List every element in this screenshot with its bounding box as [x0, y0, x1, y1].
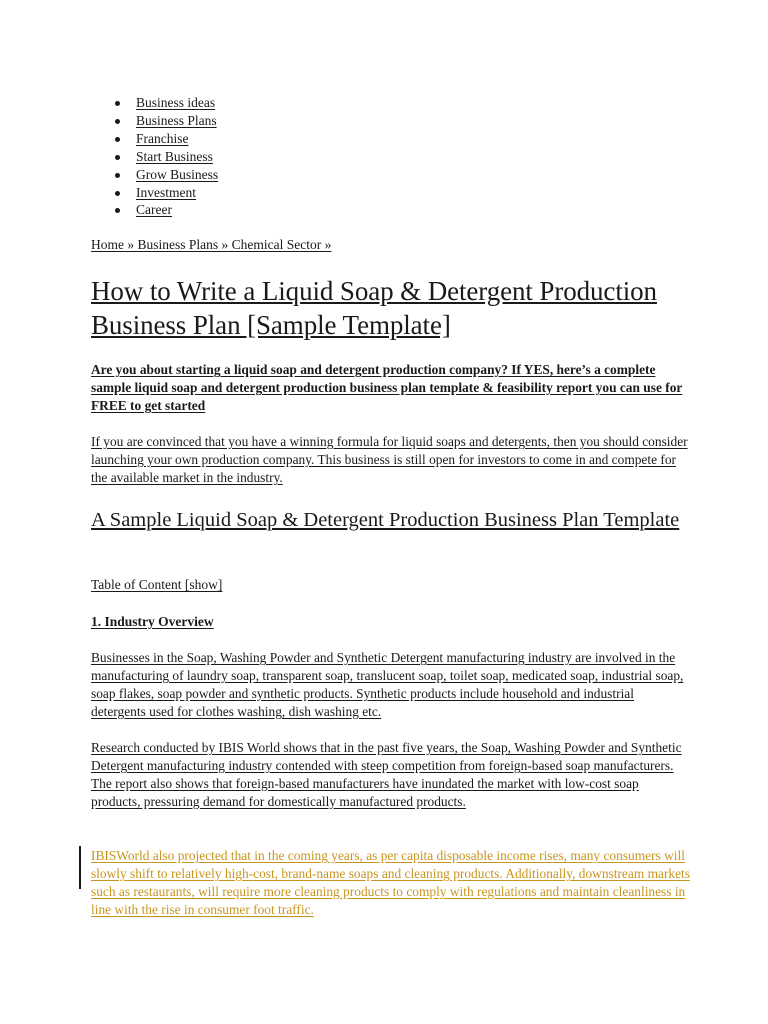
section-heading-industry-overview: 1. Industry Overview	[91, 614, 214, 629]
nav-link-investment[interactable]: Investment	[136, 184, 196, 200]
table-of-contents-toggle[interactable]: Table of Content [show]	[91, 577, 223, 592]
nav-item-business-ideas	[91, 94, 218, 112]
article-subtitle: A Sample Liquid Soap & Detergent Production Business Plan Template	[91, 509, 680, 531]
nav-item-start-business	[91, 148, 218, 166]
nav-item-business-plans	[91, 112, 218, 130]
nav-item-franchise	[91, 130, 218, 148]
paragraph-3: Research conducted by IBIS World shows that in the past five years, the Soap, Washing Powder and Synthetic Detergent manufacturing industry contended with steep competition from foreign-based soap manufacturers. The report also shows that foreign-based manufacturers have inundated the market with low-cost soap products, pressuring demand for domestically manufactured products.	[91, 740, 682, 809]
nav-link-business-plans[interactable]: Business Plans	[136, 112, 217, 128]
paragraph-1: If you are convinced that you have a winning formula for liquid soaps and detergents, then you should consider launching your own production company. This business is still open for investors to come in and compete for the available market in the industry.	[91, 434, 688, 485]
blockquote-text: IBISWorld also projected that in the coming years, as per capita disposable income rises, many consumers will slowly shift to relatively high-cost, brand-name soaps and cleaning products. Additionally, downstream markets such as restaurants, will require more cleaning products to comply with regulations and maintain cleanliness in line with the rise in consumer foot traffic.	[91, 848, 690, 917]
nav-link-business-ideas[interactable]: Business ideas	[136, 95, 216, 110]
nav-link-grow-business[interactable]: Grow Business	[136, 166, 219, 182]
nav-list	[91, 94, 218, 219]
nav-link-start-business[interactable]: Start Business	[136, 148, 213, 164]
nav-link-career[interactable]: Career	[136, 202, 172, 218]
nav-item-investment	[91, 184, 218, 202]
nav-link-franchise[interactable]: Franchise	[136, 130, 189, 146]
breadcrumb[interactable]: Home » Business Plans » Chemical Sector »	[91, 237, 332, 252]
nav-item-career	[91, 201, 218, 219]
article-intro: Are you about starting a liquid soap and detergent production company? If YES, here’s a complete sample liquid soap and detergent production business plan template & feasibility report you can use for FREE to get started	[91, 362, 683, 413]
nav-item-grow-business	[91, 166, 218, 184]
blockquote-bar	[79, 846, 81, 889]
article-title: How to Write a Liquid Soap & Detergent Production Business Plan [Sample Template]	[91, 276, 657, 340]
paragraph-2: Businesses in the Soap, Washing Powder and Synthetic Detergent manufacturing industry are involved in the manufacturing of laundry soap, transparent soap, translucent soap, toilet soap, medicated soap, industrial soap, soap flakes, soap powder and synthetic products. Synthetic products include household and industrial detergents used for clothes washing, dish washing etc.	[91, 650, 684, 719]
